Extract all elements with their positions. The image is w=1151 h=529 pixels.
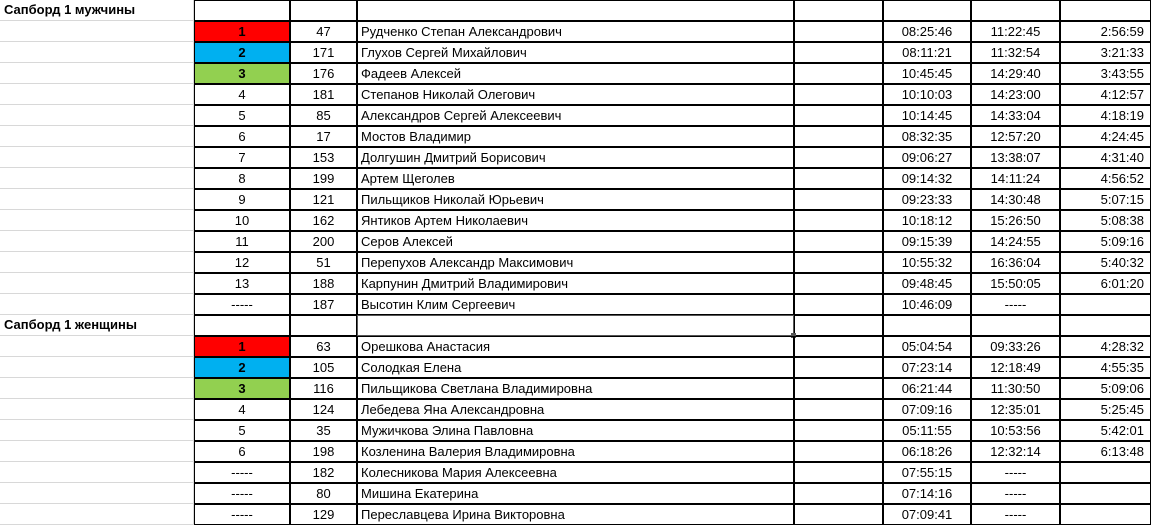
time-cell[interactable]: 4:12:57 (1060, 84, 1151, 105)
place-cell[interactable]: 3 (194, 378, 290, 399)
start-cell[interactable]: 08:25:46 (883, 21, 971, 42)
bib-cell[interactable]: 124 (290, 399, 357, 420)
bib-cell[interactable]: 188 (290, 273, 357, 294)
place-cell[interactable]: 5 (194, 420, 290, 441)
place-cell[interactable]: 13 (194, 273, 290, 294)
start-cell[interactable]: 05:11:55 (883, 420, 971, 441)
empty-cell[interactable] (971, 0, 1060, 21)
finish-cell[interactable]: 11:22:45 (971, 21, 1060, 42)
start-cell[interactable]: 07:55:15 (883, 462, 971, 483)
place-cell[interactable]: ----- (194, 483, 290, 504)
empty-cell[interactable] (794, 441, 883, 462)
place-cell[interactable]: ----- (194, 462, 290, 483)
start-cell[interactable]: 10:46:09 (883, 294, 971, 315)
place-cell[interactable]: 8 (194, 168, 290, 189)
finish-cell[interactable]: 12:32:14 (971, 441, 1060, 462)
time-cell[interactable]: 6:01:20 (1060, 273, 1151, 294)
empty-cell[interactable] (794, 399, 883, 420)
finish-cell[interactable]: 14:29:40 (971, 63, 1060, 84)
row-header-cell[interactable] (0, 210, 194, 231)
finish-cell[interactable]: 14:33:04 (971, 105, 1060, 126)
row-header-cell[interactable] (0, 483, 194, 504)
empty-cell[interactable] (794, 357, 883, 378)
row-header-cell[interactable] (0, 63, 194, 84)
finish-cell[interactable]: ----- (971, 294, 1060, 315)
finish-cell[interactable]: 11:30:50 (971, 378, 1060, 399)
start-cell[interactable]: 07:09:16 (883, 399, 971, 420)
start-cell[interactable]: 07:09:41 (883, 504, 971, 525)
finish-cell[interactable]: 12:35:01 (971, 399, 1060, 420)
name-cell[interactable]: Колесникова Мария Алексеевна (357, 462, 794, 483)
empty-cell[interactable] (1060, 315, 1151, 336)
empty-cell[interactable] (794, 378, 883, 399)
bib-cell[interactable]: 199 (290, 168, 357, 189)
row-header-cell[interactable] (0, 147, 194, 168)
row-header-cell[interactable] (0, 231, 194, 252)
time-cell[interactable]: 4:56:52 (1060, 168, 1151, 189)
start-cell[interactable]: 07:23:14 (883, 357, 971, 378)
row-header-cell[interactable] (0, 399, 194, 420)
place-cell[interactable]: 6 (194, 441, 290, 462)
bib-cell[interactable]: 47 (290, 21, 357, 42)
start-cell[interactable]: 05:04:54 (883, 336, 971, 357)
finish-cell[interactable]: 13:38:07 (971, 147, 1060, 168)
finish-cell[interactable]: ----- (971, 504, 1060, 525)
row-header-cell[interactable] (0, 378, 194, 399)
start-cell[interactable]: 10:10:03 (883, 84, 971, 105)
time-cell[interactable]: 5:42:01 (1060, 420, 1151, 441)
place-cell[interactable]: 4 (194, 84, 290, 105)
start-cell[interactable]: 09:14:32 (883, 168, 971, 189)
row-header-cell[interactable] (0, 252, 194, 273)
name-cell[interactable]: Козленина Валерия Владимировна (357, 441, 794, 462)
empty-cell[interactable] (794, 336, 883, 357)
empty-cell[interactable] (794, 63, 883, 84)
start-cell[interactable]: 10:18:12 (883, 210, 971, 231)
name-cell[interactable]: Степанов Николай Олегович (357, 84, 794, 105)
place-cell[interactable]: 6 (194, 126, 290, 147)
place-cell[interactable]: 5 (194, 105, 290, 126)
start-cell[interactable]: 09:15:39 (883, 231, 971, 252)
time-cell[interactable]: 5:08:38 (1060, 210, 1151, 231)
empty-cell[interactable] (290, 315, 357, 336)
empty-cell[interactable] (794, 462, 883, 483)
start-cell[interactable]: 09:06:27 (883, 147, 971, 168)
finish-cell[interactable]: 10:53:56 (971, 420, 1060, 441)
row-header-cell[interactable] (0, 357, 194, 378)
name-cell[interactable]: Лебедева Яна Александровна (357, 399, 794, 420)
start-cell[interactable]: 06:18:26 (883, 441, 971, 462)
finish-cell[interactable]: 14:11:24 (971, 168, 1060, 189)
empty-cell[interactable] (794, 42, 883, 63)
empty-cell[interactable] (794, 147, 883, 168)
empty-cell[interactable] (794, 105, 883, 126)
start-cell[interactable]: 08:32:35 (883, 126, 971, 147)
bib-cell[interactable]: 162 (290, 210, 357, 231)
row-header-cell[interactable] (0, 42, 194, 63)
finish-cell[interactable]: 14:30:48 (971, 189, 1060, 210)
name-cell[interactable]: Мишина Екатерина (357, 483, 794, 504)
row-header-cell[interactable] (0, 126, 194, 147)
bib-cell[interactable]: 176 (290, 63, 357, 84)
finish-cell[interactable]: 11:32:54 (971, 42, 1060, 63)
time-cell[interactable]: 3:43:55 (1060, 63, 1151, 84)
time-cell[interactable]: 5:25:45 (1060, 399, 1151, 420)
empty-cell[interactable] (357, 315, 794, 336)
finish-cell[interactable]: 15:50:05 (971, 273, 1060, 294)
place-cell[interactable]: 9 (194, 189, 290, 210)
time-cell[interactable]: 4:31:40 (1060, 147, 1151, 168)
time-cell[interactable]: 4:55:35 (1060, 357, 1151, 378)
section-title[interactable]: Сапборд 1 мужчины (0, 0, 194, 21)
empty-cell[interactable] (357, 0, 794, 21)
name-cell[interactable]: Переславцева Ирина Викторовна (357, 504, 794, 525)
time-cell[interactable]: 5:40:32 (1060, 252, 1151, 273)
bib-cell[interactable]: 182 (290, 462, 357, 483)
time-cell[interactable]: 4:18:19 (1060, 105, 1151, 126)
bib-cell[interactable]: 121 (290, 189, 357, 210)
empty-cell[interactable] (883, 315, 971, 336)
section-title[interactable]: Сапборд 1 женщины (0, 315, 194, 336)
empty-cell[interactable] (794, 189, 883, 210)
empty-cell[interactable] (794, 273, 883, 294)
bib-cell[interactable]: 17 (290, 126, 357, 147)
place-cell[interactable]: 11 (194, 231, 290, 252)
empty-cell[interactable] (794, 231, 883, 252)
empty-cell[interactable] (794, 84, 883, 105)
start-cell[interactable]: 07:14:16 (883, 483, 971, 504)
empty-cell[interactable] (794, 168, 883, 189)
bib-cell[interactable]: 129 (290, 504, 357, 525)
name-cell[interactable]: Мостов Владимир (357, 126, 794, 147)
place-cell[interactable]: 12 (194, 252, 290, 273)
finish-cell[interactable]: ----- (971, 483, 1060, 504)
empty-cell[interactable] (794, 315, 883, 336)
finish-cell[interactable]: 14:23:00 (971, 84, 1060, 105)
bib-cell[interactable]: 200 (290, 231, 357, 252)
time-cell[interactable] (1060, 483, 1151, 504)
empty-cell[interactable] (194, 0, 290, 21)
place-cell[interactable]: 2 (194, 42, 290, 63)
bib-cell[interactable]: 35 (290, 420, 357, 441)
start-cell[interactable]: 09:48:45 (883, 273, 971, 294)
name-cell[interactable]: Мужичкова Элина Павловна (357, 420, 794, 441)
finish-cell[interactable]: 12:18:49 (971, 357, 1060, 378)
empty-cell[interactable] (794, 504, 883, 525)
bib-cell[interactable]: 153 (290, 147, 357, 168)
time-cell[interactable]: 5:07:15 (1060, 189, 1151, 210)
finish-cell[interactable]: 09:33:26 (971, 336, 1060, 357)
name-cell[interactable]: Солодкая Елена (357, 357, 794, 378)
start-cell[interactable]: 10:55:32 (883, 252, 971, 273)
row-header-cell[interactable] (0, 441, 194, 462)
name-cell[interactable]: Глухов Сергей Михайлович (357, 42, 794, 63)
row-header-cell[interactable] (0, 105, 194, 126)
place-cell[interactable]: 10 (194, 210, 290, 231)
place-cell[interactable]: 1 (194, 336, 290, 357)
bib-cell[interactable]: 85 (290, 105, 357, 126)
empty-cell[interactable] (794, 126, 883, 147)
place-cell[interactable]: ----- (194, 294, 290, 315)
row-header-cell[interactable] (0, 189, 194, 210)
place-cell[interactable]: 1 (194, 21, 290, 42)
finish-cell[interactable]: 14:24:55 (971, 231, 1060, 252)
empty-cell[interactable] (794, 420, 883, 441)
name-cell[interactable]: Александров Сергей Алексеевич (357, 105, 794, 126)
empty-cell[interactable] (794, 294, 883, 315)
start-cell[interactable]: 09:23:33 (883, 189, 971, 210)
name-cell[interactable]: Высотин Клим Сергеевич (357, 294, 794, 315)
row-header-cell[interactable] (0, 462, 194, 483)
place-cell[interactable]: 3 (194, 63, 290, 84)
row-header-cell[interactable] (0, 504, 194, 525)
empty-cell[interactable] (883, 0, 971, 21)
row-header-cell[interactable] (0, 294, 194, 315)
row-header-cell[interactable] (0, 273, 194, 294)
place-cell[interactable]: 4 (194, 399, 290, 420)
bib-cell[interactable]: 105 (290, 357, 357, 378)
name-cell[interactable]: Пильщиков Николай Юрьевич (357, 189, 794, 210)
empty-cell[interactable] (794, 252, 883, 273)
name-cell[interactable]: Перепухов Александр Максимович (357, 252, 794, 273)
name-cell[interactable]: Долгушин Дмитрий Борисович (357, 147, 794, 168)
name-cell[interactable]: Артем Щеголев (357, 168, 794, 189)
name-cell[interactable]: Карпунин Дмитрий Владимирович (357, 273, 794, 294)
time-cell[interactable] (1060, 504, 1151, 525)
bib-cell[interactable]: 171 (290, 42, 357, 63)
bib-cell[interactable]: 198 (290, 441, 357, 462)
name-cell[interactable]: Серов Алексей (357, 231, 794, 252)
empty-cell[interactable] (1060, 0, 1151, 21)
start-cell[interactable]: 08:11:21 (883, 42, 971, 63)
bib-cell[interactable]: 187 (290, 294, 357, 315)
name-cell[interactable]: Орешкова Анастасия (357, 336, 794, 357)
time-cell[interactable]: 5:09:06 (1060, 378, 1151, 399)
empty-cell[interactable] (290, 0, 357, 21)
place-cell[interactable]: 7 (194, 147, 290, 168)
bib-cell[interactable]: 181 (290, 84, 357, 105)
finish-cell[interactable]: 15:26:50 (971, 210, 1060, 231)
empty-cell[interactable] (794, 210, 883, 231)
row-header-cell[interactable] (0, 336, 194, 357)
start-cell[interactable]: 06:21:44 (883, 378, 971, 399)
empty-cell[interactable] (794, 21, 883, 42)
bib-cell[interactable]: 63 (290, 336, 357, 357)
row-header-cell[interactable] (0, 21, 194, 42)
finish-cell[interactable]: 16:36:04 (971, 252, 1060, 273)
empty-cell[interactable] (971, 315, 1060, 336)
name-cell[interactable]: Фадеев Алексей (357, 63, 794, 84)
bib-cell[interactable]: 116 (290, 378, 357, 399)
time-cell[interactable]: 4:28:32 (1060, 336, 1151, 357)
bib-cell[interactable]: 80 (290, 483, 357, 504)
start-cell[interactable]: 10:45:45 (883, 63, 971, 84)
place-cell[interactable]: ----- (194, 504, 290, 525)
empty-cell[interactable] (794, 483, 883, 504)
time-cell[interactable]: 6:13:48 (1060, 441, 1151, 462)
time-cell[interactable] (1060, 294, 1151, 315)
row-header-cell[interactable] (0, 420, 194, 441)
time-cell[interactable]: 3:21:33 (1060, 42, 1151, 63)
name-cell[interactable]: Янтиков Артем Николаевич (357, 210, 794, 231)
time-cell[interactable]: 2:56:59 (1060, 21, 1151, 42)
row-header-cell[interactable] (0, 168, 194, 189)
empty-cell[interactable] (194, 315, 290, 336)
time-cell[interactable]: 5:09:16 (1060, 231, 1151, 252)
place-cell[interactable]: 2 (194, 357, 290, 378)
start-cell[interactable]: 10:14:45 (883, 105, 971, 126)
row-header-cell[interactable] (0, 84, 194, 105)
empty-cell[interactable] (794, 0, 883, 21)
time-cell[interactable] (1060, 462, 1151, 483)
name-cell[interactable]: Рудченко Степан Александрович (357, 21, 794, 42)
finish-cell[interactable]: 12:57:20 (971, 126, 1060, 147)
finish-cell[interactable]: ----- (971, 462, 1060, 483)
name-cell[interactable]: Пильщикова Светлана Владимировна (357, 378, 794, 399)
time-cell[interactable]: 4:24:45 (1060, 126, 1151, 147)
bib-cell[interactable]: 51 (290, 252, 357, 273)
